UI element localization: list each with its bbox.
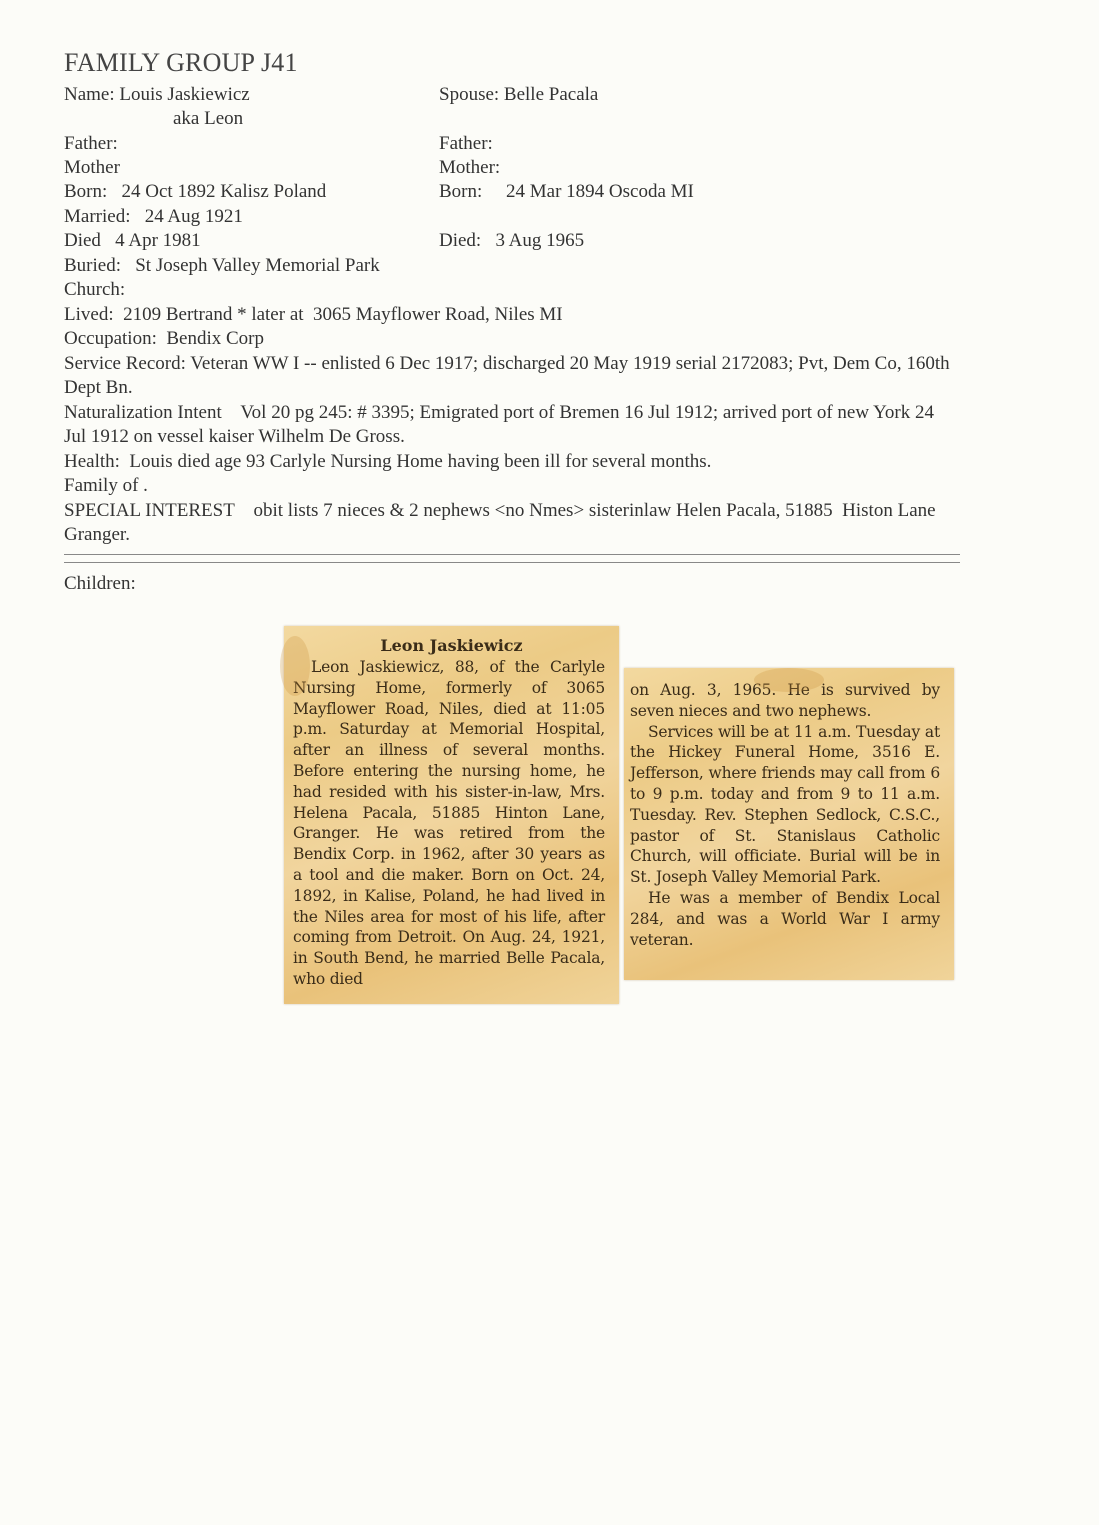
obituary-paragraph: Services will be at 11 a.m. Tuesday at the Hickey Funeral Home, 3516 E. Jefferson, where friends may call from 6 to 9 p.m. today and from 9 to 11 a.m. Tuesday. Rev. Stephen Sedlock, C.S.C., pastor of St. Stanislaus Catholic Church, will officiate. Burial will be in St. Joseph Valley Memorial Park. — [630, 722, 940, 887]
special-interest-field: SPECIAL INTEREST obit lists 7 nieces & 2 nephews <no Nmes> sisterinlaw Helen Pacala, 51885 Histon Lane Granger. — [64, 500, 941, 545]
spouse-died-field: Died: 3 Aug 1965 — [439, 230, 585, 251]
naturalization-field: Naturalization Intent Vol 20 pg 245: # 3395; Emigrated port of Bremen 16 Jul 1912; arrived port of new York 24 Jul 1912 on vessel kaiser Wilhelm De Gross. — [64, 402, 939, 447]
lived-field: Lived: 2109 Bertrand * later at 3065 Mayflower Road, Niles MI — [64, 304, 563, 325]
double-rule-divider — [64, 554, 960, 563]
church-field: Church: — [64, 279, 126, 300]
occupation-field: Occupation: Bendix Corp — [64, 328, 264, 349]
stain-mark — [280, 636, 310, 696]
died-field: Died 4 Apr 1981 — [64, 230, 201, 251]
spouse-born-field: Born: 24 Mar 1894 Oscoda MI — [439, 181, 694, 202]
obituary-column-1 — [284, 657, 619, 990]
obituary-column-2 — [624, 668, 954, 950]
name-field: Name: Louis Jaskiewicz — [64, 84, 250, 105]
mother-field: Mother — [64, 157, 120, 178]
spouse-father-field: Father: — [439, 133, 493, 154]
spouse-mother-field: Mother: — [439, 157, 501, 178]
obituary-paragraph: Leon Jaskiewicz, 88, of the Carlyle Nursing Home, formerly of 3065 Mayflower Road, Niles, died at 11:05 p.m. Saturday at Memorial Hospital, after an illness of several months. Before entering the nursing home, he had resided with his sister-in-law, Mrs. Helena Pacala, 51885 Hinton Lane, Granger. He was retired from the Bendix Corp. in 1962, after 30 years as a tool and die maker. Born on Oct. 24, 1892, in Kalise, Poland, he had lived in the Niles area for most of his life, after coming from Detroit. On Aug. 24, 1921, in South Bend, he married Belle Pacala, who died — [293, 658, 605, 988]
children-field: Children: — [64, 573, 136, 594]
health-field: Health: Louis died age 93 Carlyle Nursing Home having been ill for several months. — [64, 451, 712, 472]
buried-field: Buried: St Joseph Valley Memorial Park — [64, 255, 380, 276]
family-of-field: Family of . — [64, 475, 148, 496]
born-field: Born: 24 Oct 1892 Kalisz Poland — [64, 181, 327, 202]
married-field: Married: 24 Aug 1921 — [64, 206, 243, 227]
obituary-paragraph: He was a member of Bendix Local 284, and was a World War I army veteran. — [630, 888, 940, 949]
spouse-field: Spouse: Belle Pacala — [439, 84, 599, 105]
obituary-headline: Leon Jaskiewicz — [380, 636, 523, 655]
father-field: Father: — [64, 133, 118, 154]
obituary-clipping-left — [284, 626, 619, 1004]
obituary-paragraph: on Aug. 3, 1965. He is survived by seven nieces and two nephews. — [630, 681, 940, 720]
stain-mark — [754, 668, 824, 692]
obituary-clipping-right — [624, 668, 954, 980]
aka-field: aka Leon — [173, 108, 244, 129]
page-title: FAMILY GROUP J41 — [64, 48, 298, 77]
service-record-field: Service Record: Veteran WW I -- enlisted 6 Dec 1917; discharged 20 May 1919 serial 2172083; Pvt, Dem Co, 160th Dept Bn. — [64, 353, 950, 398]
